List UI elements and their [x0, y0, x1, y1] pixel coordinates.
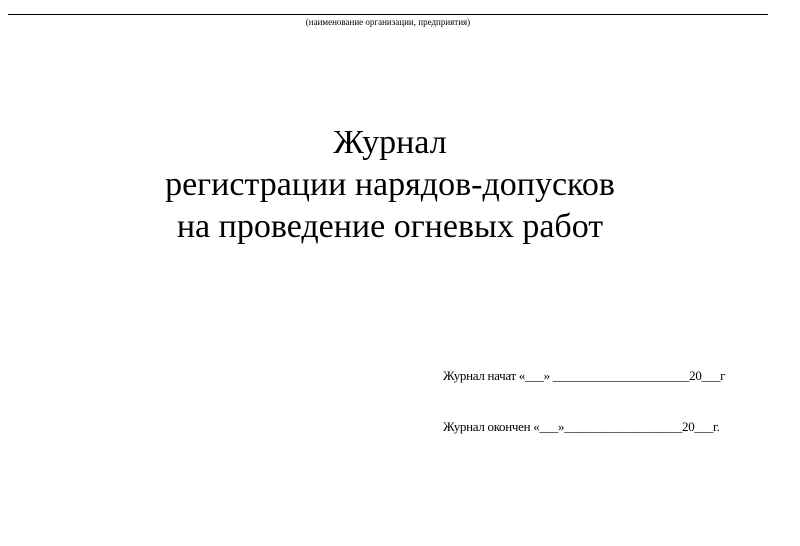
journal-ended-line: Журнал окончен «___»___________________20___г. [443, 419, 720, 434]
organization-name-line [8, 14, 768, 15]
document-title [0, 122, 780, 248]
title-line-2: регистрации нарядов-допусков [165, 166, 615, 203]
title-line-3: на проведение огневых работ [176, 208, 604, 245]
journal-started-line: Журнал начат «___» ______________________20___г [443, 368, 726, 383]
title-line-1: Журнал [333, 124, 447, 161]
organization-caption: (наименование организации, предприятия) [305, 17, 471, 27]
